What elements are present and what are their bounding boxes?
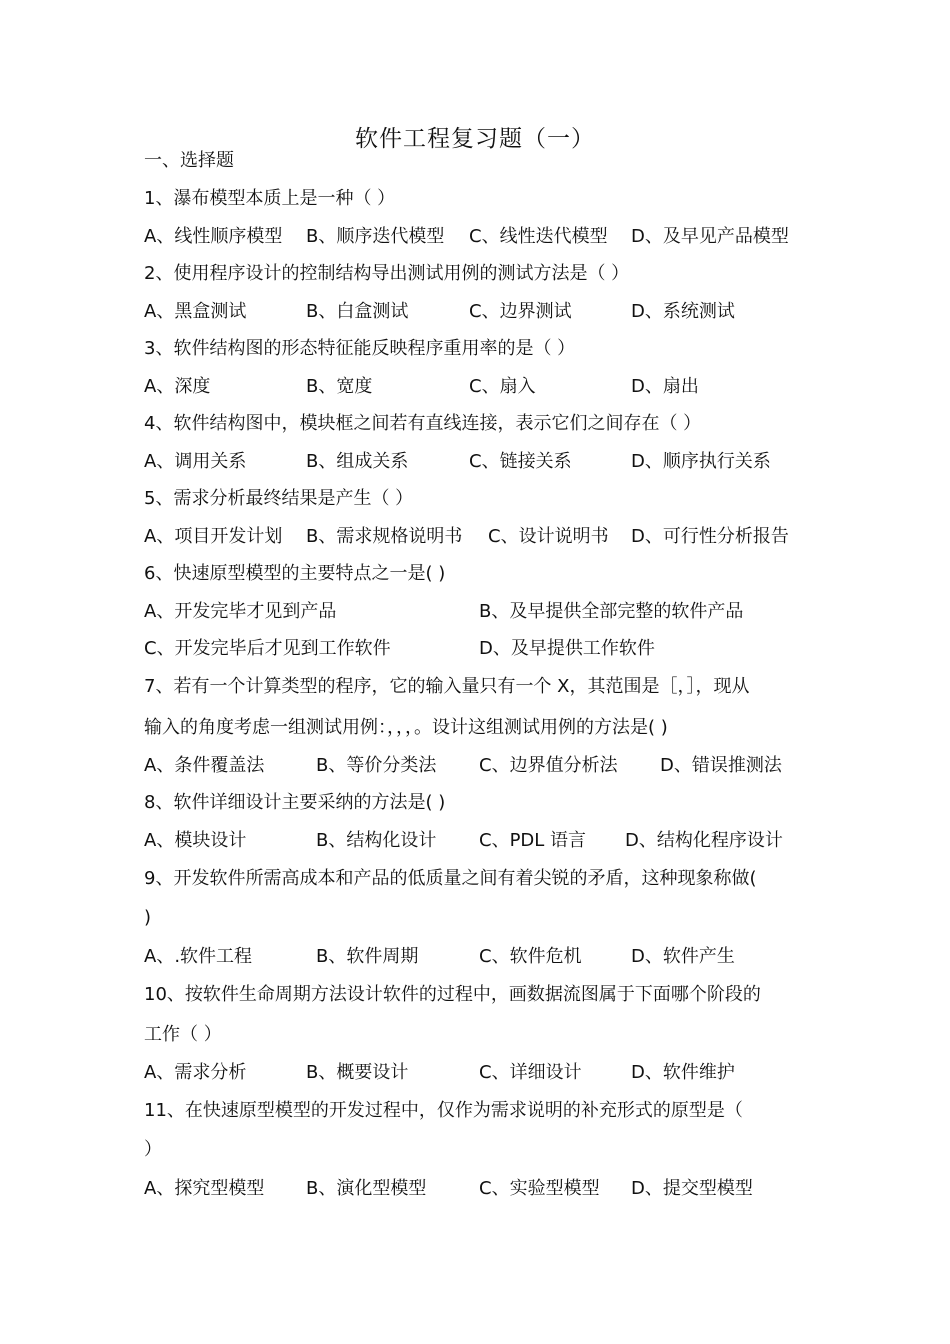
question-10-line1: 10、按软件生命周期方法设计软件的过程中，画数据流图属于下面哪个阶段的 [144,984,761,1005]
option-d: D、可行性分析报告 [631,526,789,547]
option-b: B、结构化设计 [316,830,437,851]
option-c: C、实验型模型 [479,1178,600,1199]
question-9-line1: 9、开发软件所需高成本和产品的低质量之间有着尖锐的矛盾，这种现象称做( [144,868,757,889]
option-a: A、深度 [144,376,211,397]
option-a: A、调用关系 [144,451,247,472]
option-d: D、软件产生 [631,946,735,967]
option-a: A、.软件工程 [144,946,253,967]
option-d: D、提交型模型 [631,1178,753,1199]
option-c: C、边界值分析法 [479,755,618,776]
option-b: B、组成关系 [306,451,409,472]
section-heading: 一、选择题 [144,150,234,171]
option-c: C、扇入 [469,376,536,397]
option-d: D、结构化程序设计 [625,830,783,851]
question-8: 8、软件详细设计主要采纳的方法是( ) [144,792,446,813]
page-title: 软件工程复习题（一） [355,126,595,152]
question-1: 1、瀑布模型本质上是一种（ ） [144,188,396,209]
option-b: B、演化型模型 [306,1178,427,1199]
question-11-line1: 11、在快速原型模型的开发过程中，仅作为需求说明的补充形式的原型是（ [144,1100,743,1121]
option-d: D、顺序执行关系 [631,451,771,472]
option-a: A、需求分析 [144,1062,247,1083]
option-b: B、概要设计 [306,1062,409,1083]
option-c: C、详细设计 [479,1062,582,1083]
option-a: A、探究型模型 [144,1178,265,1199]
question-7-line1: 7、若有一个计算类型的程序，它的输入量只有一个 X，其范围是［，］，现从 [144,676,750,697]
option-c: C、线性迭代模型 [469,226,608,247]
question-3: 3、软件结构图的形态特征能反映程序重用率的是（ ） [144,338,576,359]
option-c: C、链接关系 [469,451,572,472]
option-a: A、模块设计 [144,830,247,851]
option-d: D、系统测试 [631,301,735,322]
option-c: C、开发完毕后才见到工作软件 [144,638,391,659]
option-c: C、软件危机 [479,946,582,967]
option-d: D、及早提供工作软件 [479,638,655,659]
question-11-line2: ） [144,1139,162,1160]
option-a: A、黑盒测试 [144,301,247,322]
question-5: 5、需求分析最终结果是产生（ ） [144,488,414,509]
option-a: A、项目开发计划 [144,526,283,547]
option-d: D、软件维护 [631,1062,735,1083]
option-d: D、错误推测法 [660,755,782,776]
option-b: B、需求规格说明书 [306,526,463,547]
option-c: C、PDL 语言 [479,830,587,851]
question-7-line2: 输入的角度考虑一组测试用例：，，，。设计这组测试用例的方法是( ) [144,717,668,738]
option-b: B、顺序迭代模型 [306,226,445,247]
option-b: B、白盒测试 [306,301,409,322]
option-b: B、宽度 [306,376,373,397]
option-a: A、线性顺序模型 [144,226,283,247]
option-c: C、边界测试 [469,301,572,322]
option-b: B、及早提供全部完整的软件产品 [479,601,744,622]
question-4: 4、软件结构图中，模块框之间若有直线连接，表示它们之间存在（ ） [144,413,702,434]
question-9-line2: ) [144,907,152,928]
option-b: B、等价分类法 [316,755,437,776]
question-10-line2: 工作（ ） [144,1024,222,1045]
option-a: A、开发完毕才见到产品 [144,601,337,622]
option-c: C、设计说明书 [488,526,609,547]
option-a: A、条件覆盖法 [144,755,265,776]
option-d: D、及早见产品模型 [631,226,789,247]
question-6: 6、快速原型模型的主要特点之一是( ) [144,563,446,584]
option-d: D、扇出 [631,376,699,397]
question-2: 2、使用程序设计的控制结构导出测试用例的测试方法是（ ） [144,263,630,284]
option-b: B、软件周期 [316,946,419,967]
